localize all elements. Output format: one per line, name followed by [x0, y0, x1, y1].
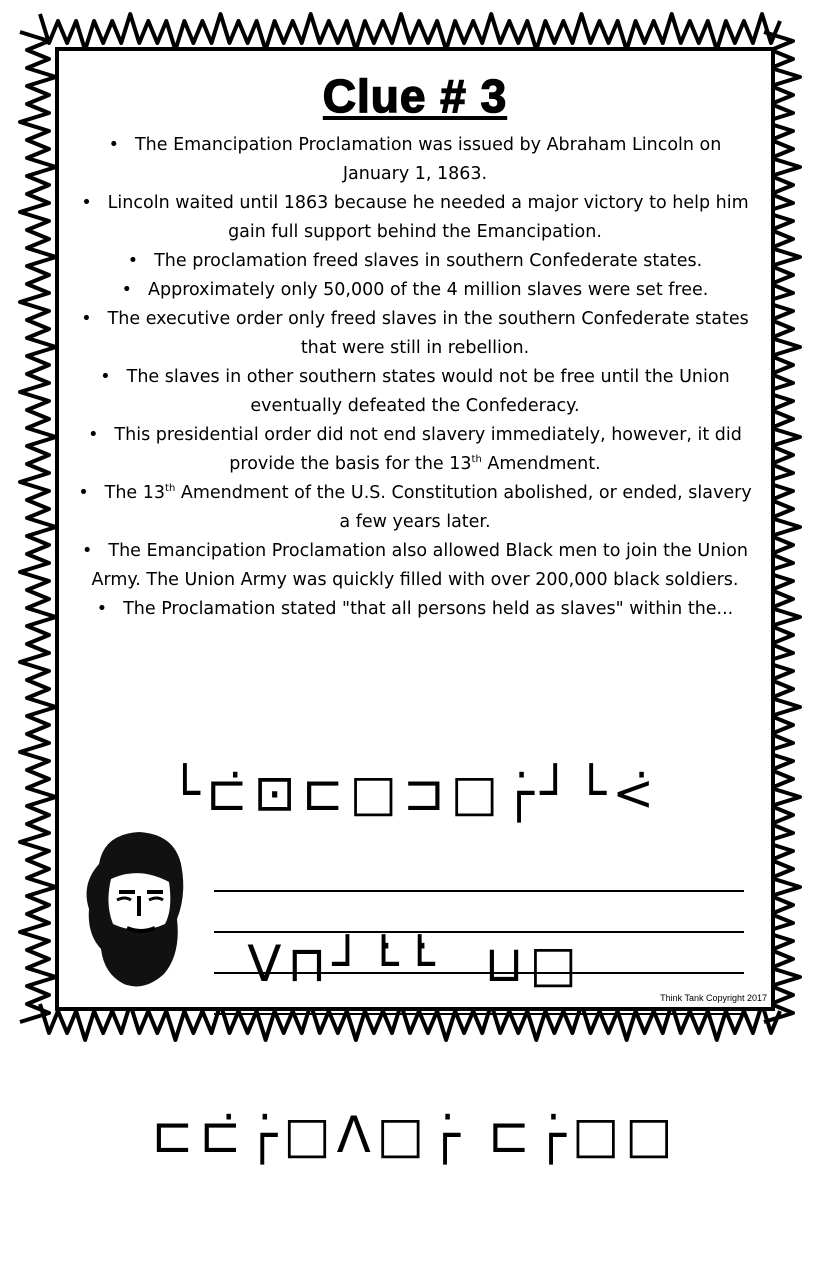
clue-text: The Emancipation Proclamation also allowed Black men to join the Union Army. The Union Army was quickly filled with over 200,000 black soldiers.	[91, 541, 748, 590]
clue-text: Approximately only 50,000 of the 4 million slaves were set free.	[148, 280, 709, 300]
bullet: •	[82, 541, 93, 561]
list-item	[77, 421, 753, 479]
bullet: •	[88, 425, 99, 445]
cipher-line: └⊏̇⊡⊏□⊐□┌̇┘└<̇	[169, 764, 661, 822]
bullet: •	[127, 251, 139, 271]
bullet: •	[81, 193, 92, 213]
superscript: th	[471, 454, 482, 466]
list-item	[77, 305, 753, 363]
superscript: th	[165, 483, 176, 495]
clue-text: The slaves in other southern states would not be free until the Union eventually defeated the Confederacy.	[126, 367, 730, 416]
answer-line[interactable]	[214, 851, 744, 892]
list-item	[77, 247, 753, 276]
list-item	[77, 131, 753, 189]
list-item	[77, 595, 753, 624]
clue-text: The Proclamation stated "that all persons held as slaves" within the...	[123, 599, 734, 619]
scribble-edge	[40, 14, 780, 50]
list-item	[77, 189, 753, 247]
list-item	[77, 537, 753, 595]
clue-text: Amendment.	[481, 454, 601, 474]
clue-text: This presidential order did not end slavery immediately, however, it did provide the basis for the 13	[114, 425, 742, 474]
bullet: •	[100, 367, 111, 387]
answer-line[interactable]	[214, 892, 744, 933]
title-text: Clue # 3	[322, 70, 508, 122]
list-item	[77, 363, 753, 421]
clue-text: Lincoln waited until 1863 because he needed a major victory to help him gain full support behind the Emancipation.	[107, 193, 749, 242]
bullet: •	[81, 309, 92, 329]
bullet: •	[78, 483, 89, 503]
clue-text: The Emancipation Proclamation was issued by Abraham Lincoln on January 1, 1863.	[134, 135, 722, 184]
clue-text: The executive order only freed slaves in the southern Confederate states that were still in rebellion.	[107, 309, 749, 358]
list-item	[77, 276, 753, 305]
page-title	[59, 69, 771, 123]
clue-list	[77, 131, 753, 624]
bullet: •	[108, 135, 119, 155]
clue-text: The proclamation freed slaves in southern Confederate states.	[154, 251, 703, 271]
answer-lines	[214, 851, 744, 1015]
copyright-text: Think Tank Copyright 2017	[660, 993, 767, 1003]
list-item	[77, 479, 753, 537]
cipher-line: V⊓┘└̇└̇ ⊔□	[247, 935, 583, 993]
clue-page	[55, 47, 775, 1164]
cipher-line: ⊏⊏̇┌̇□Λ□┌̇ ⊏┌̇□□	[151, 1106, 679, 1164]
clue-text: Amendment of the U.S. Constitution abolished, or ended, slavery a few years later.	[175, 483, 752, 532]
scribble-edge	[20, 32, 56, 1022]
bullet: •	[96, 599, 108, 619]
answer-line[interactable]	[214, 933, 744, 974]
lincoln-portrait	[69, 824, 199, 994]
bullet: •	[121, 280, 132, 300]
clue-text: The 13	[104, 483, 166, 503]
